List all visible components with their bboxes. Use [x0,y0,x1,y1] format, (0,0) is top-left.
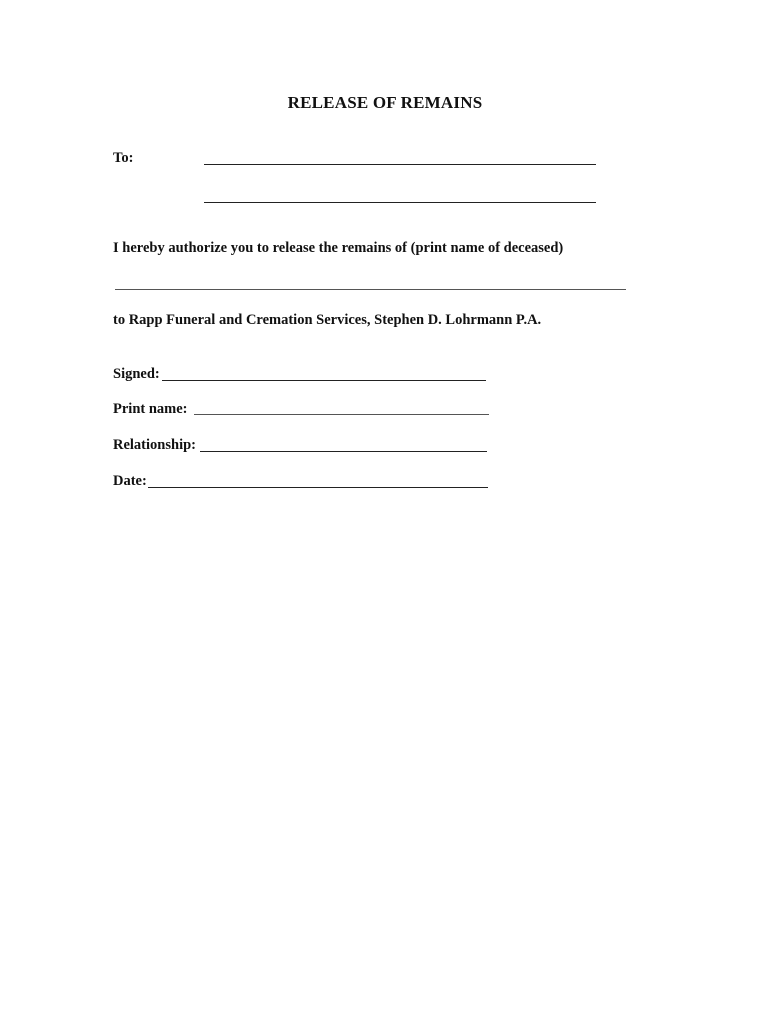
recipient-statement: to Rapp Funeral and Cremation Services, Stephen D. Lohrmann P.A. [113,312,542,328]
to-field-line-1[interactable] [204,164,596,165]
authorization-statement: I hereby authorize you to release the remains of (print name of deceased) [113,240,564,256]
date-field-line[interactable] [148,487,488,488]
signed-field-line[interactable] [162,380,486,381]
print-name-label: Print name: [113,401,188,417]
to-label: To: [113,150,134,166]
to-field-line-2[interactable] [204,202,596,203]
date-label: Date: [113,473,147,489]
print-name-field-line[interactable] [194,414,489,415]
relationship-field-line[interactable] [200,451,487,452]
form-title: RELEASE OF REMAINS [287,93,483,112]
relationship-label: Relationship: [113,437,196,453]
deceased-name-field-line[interactable] [115,289,626,290]
signed-label: Signed: [113,366,160,382]
